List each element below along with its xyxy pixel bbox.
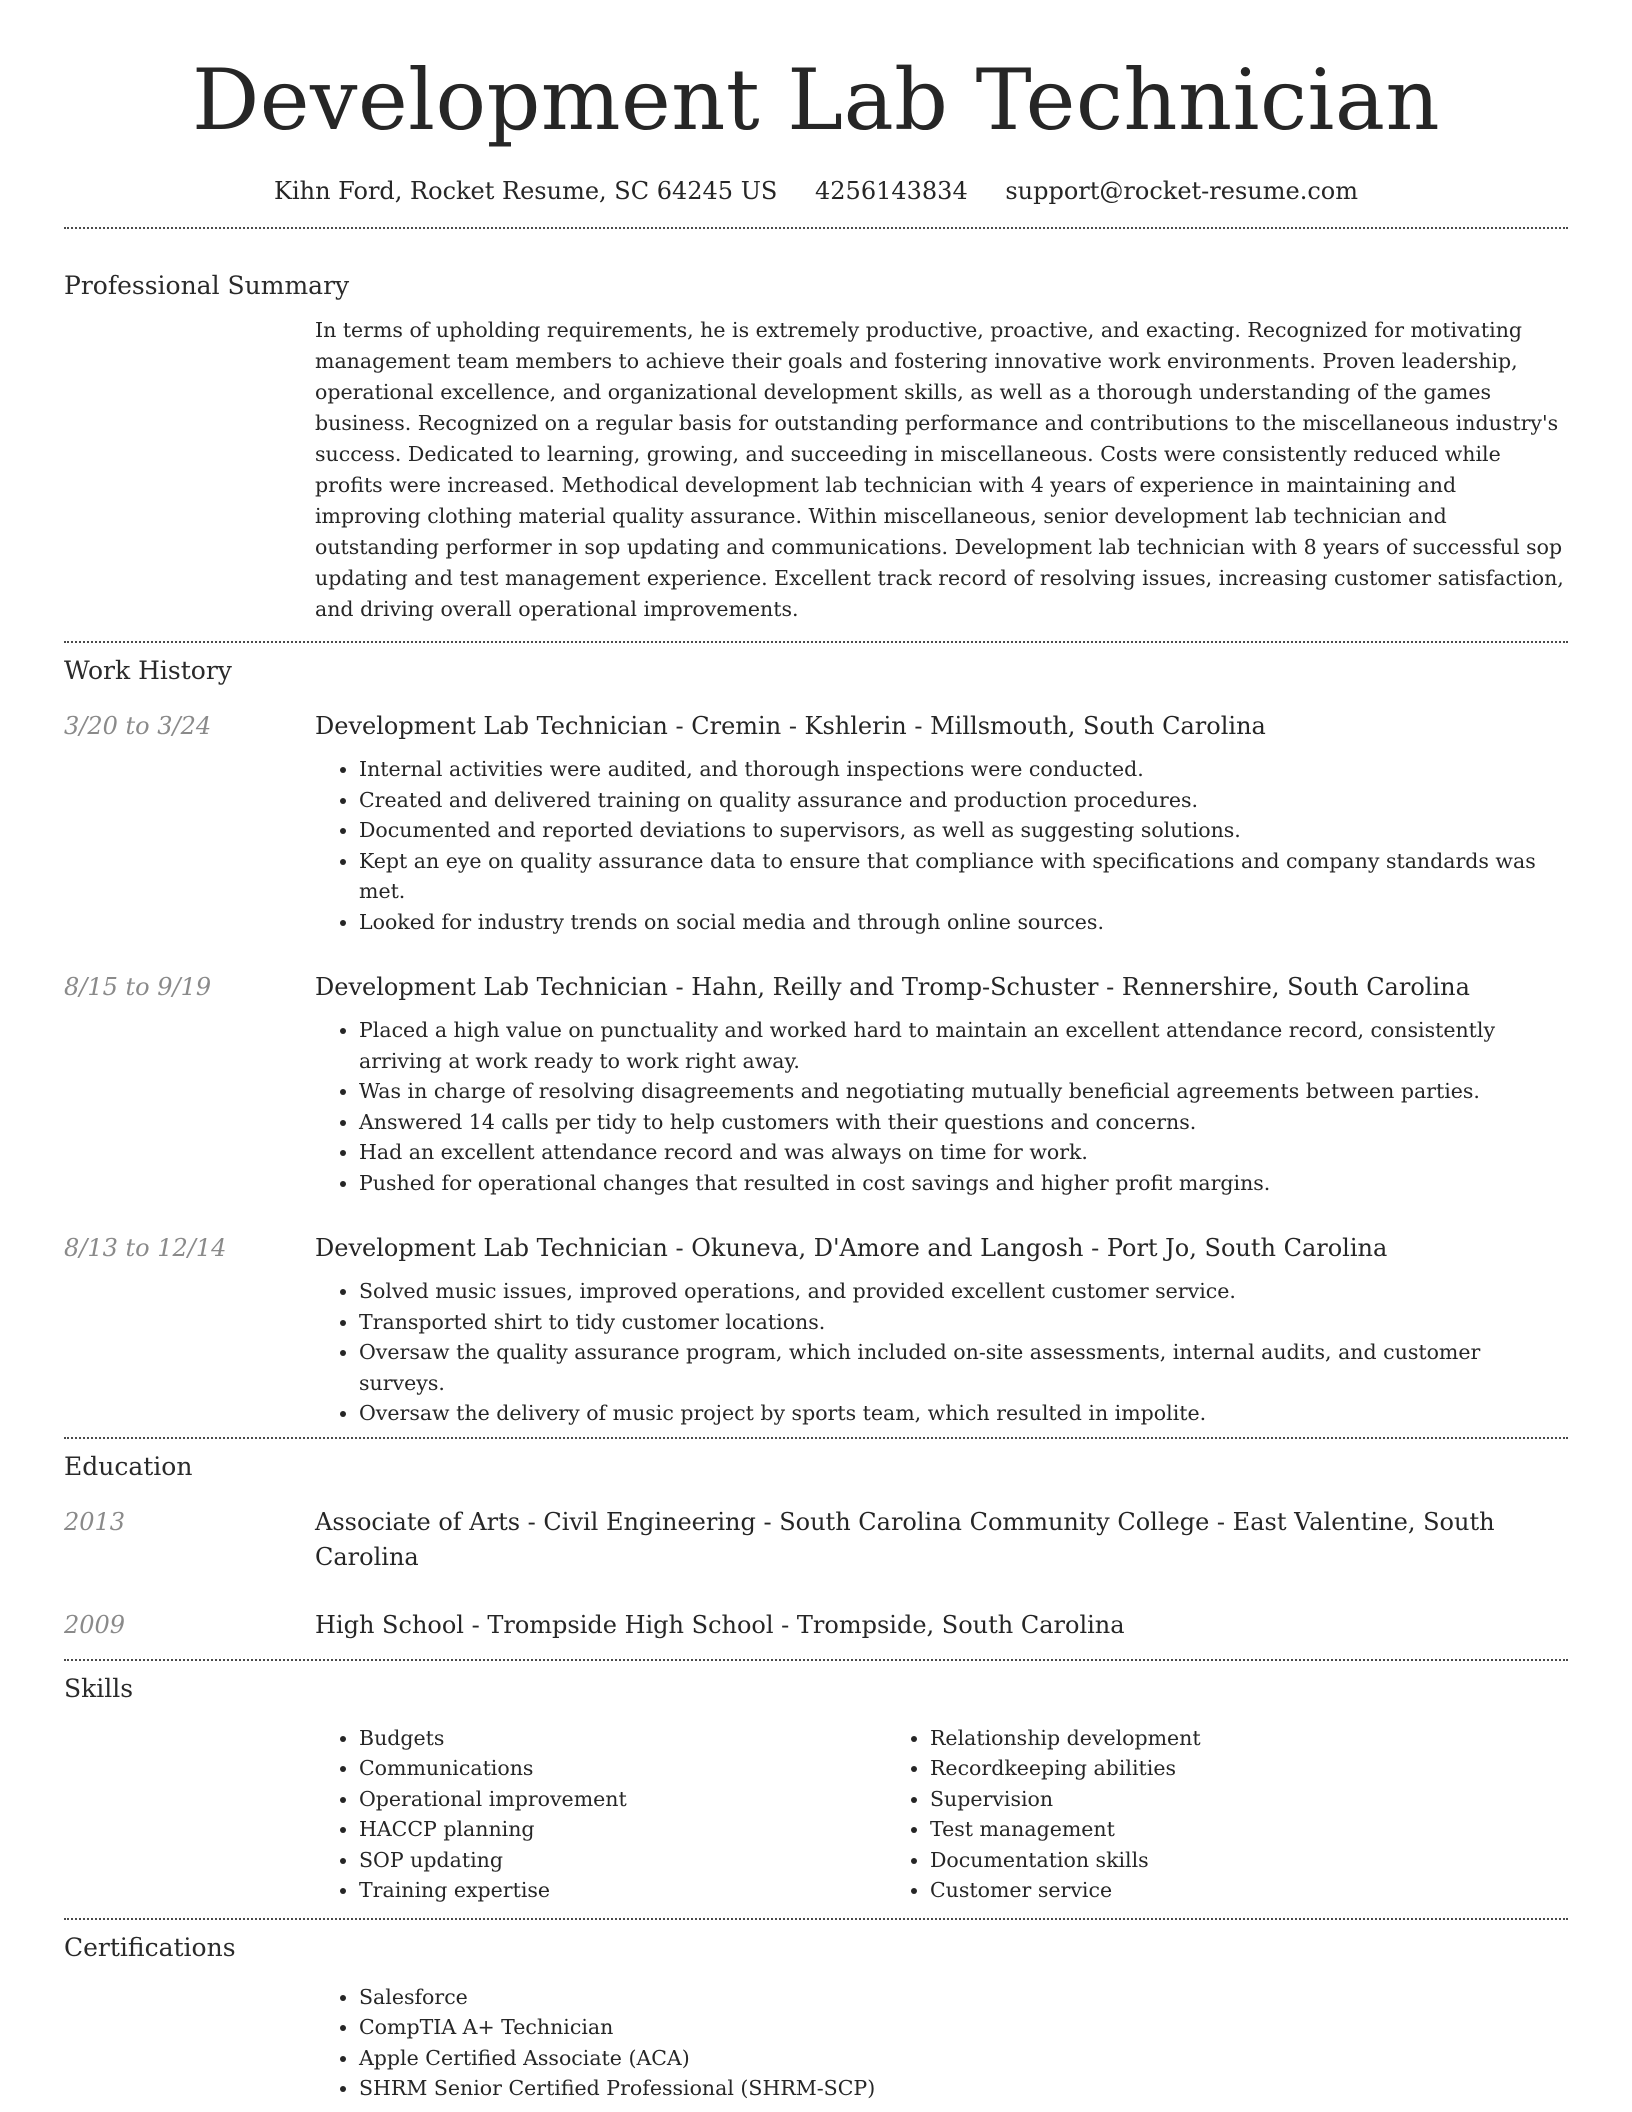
divider [64,1659,1568,1661]
contact-email: support@rocket-resume.com [1005,177,1358,205]
skill-item: • Communications [359,1753,886,1784]
job-heading: Development Lab Technician - Okuneva, D'Amore and Langosh - Port Jo, South Carolina [315,1234,1388,1262]
skill-item: • Relationship development [930,1723,1201,1754]
divider [64,227,1568,229]
divider [64,641,1568,643]
skill-item: • Budgets [359,1723,886,1754]
divider [64,1437,1568,1439]
skills-list [315,1723,1568,1918]
job-bullet: • Transported shirt to tidy customer locations. [359,1307,1568,1338]
skills-section [64,1672,1568,1918]
job-bullet: • Had an excellent attendance record and was always on time for work. [359,1137,1568,1168]
summary-text: In terms of upholding requirements, he is extremely productive, proactive, and exacting. Recognized for motivating management team members to achieve their goals and fostering innovative work environments. Proven leadership, operational excellence, and organizational development skills, as well as a thorough understanding of the games business. Recognized on a regular basis for outstanding performance and contributions to the miscellaneous industry's success. Dedicated to learning, growing, and succeeding in miscellaneous. Costs were consistently reduced while profits were increased. Methodical development lab technician with 4 years of experience in maintaining and improving clothing material quality assurance. Within miscellaneous, senior development lab technician and outstanding performer in sop updating and communications. Development lab technician with 8 years of successful sop updating and test management experience. Excellent track record of resolving issues, increasing customer satisfaction, and driving overall operational improvements. [315,318,1564,621]
divider [64,1918,1568,1920]
job-entry [64,970,1568,1198]
section-title-skills: Skills [64,1673,134,1703]
job-heading: Development Lab Technician - Cremin - Kshlerin - Millsmouth, South Carolina [315,712,1266,740]
education-entry [64,1608,1568,1659]
summary-section [64,269,1568,641]
job-bullet: • Looked for industry trends on social media and through online sources. [359,907,1568,938]
certification-item: • SHRM Senior Certified Professional (SHRM-SCP) [359,2073,1568,2104]
work-history-section [64,654,1568,1437]
certification-item: • Salesforce [359,1982,1568,2013]
section-title-certifications: Certifications [64,1932,236,1962]
job-bullet: • Created and delivered training on quality assurance and production procedures. [359,785,1568,816]
section-title-work-history: Work History [64,656,232,685]
job-date: 8/13 to 12/14 [64,1234,227,1262]
education-heading: Associate of Arts - Civil Engineering - South Carolina Community College - East Valentine, South Carolina [315,1507,1495,1571]
section-title-summary: Professional Summary [64,271,350,300]
certifications-section [64,1931,1568,2104]
contact-address: Kihn Ford, Rocket Resume, SC 64245 US [274,177,778,205]
job-bullets [64,1276,1568,1437]
job-bullet: • Internal activities were audited, and thorough inspections were conducted. [359,754,1568,785]
job-date: 8/15 to 9/19 [64,973,212,1001]
job-bullets [64,754,1568,937]
resume-header [64,0,1568,208]
job-heading: Development Lab Technician - Hahn, Reilly and Tromp-Schuster - Rennershire, South Carolina [315,973,1470,1001]
job-bullet: • Oversaw the delivery of music project by sports team, which resulted in impolite. [359,1398,1568,1429]
job-bullet: • Oversaw the quality assurance program, which included on-site assessments, internal audits, and customer surveys. [359,1337,1568,1398]
job-bullet: • Placed a high value on punctuality and worked hard to maintain an excellent attendance record, consistently arriving at work ready to work right away. [359,1015,1568,1076]
skills-column-left [315,1723,886,1906]
skill-item: • Training expertise [359,1875,886,1906]
resume-name: Development Lab Technician [191,51,1441,149]
skill-item: • SOP updating [359,1845,886,1876]
contact-phone: 4256143834 [815,177,968,205]
certification-item: • CompTIA A+ Technician [359,2012,1568,2043]
job-bullet: • Was in charge of resolving disagreements and negotiating mutually beneficial agreements between parties. [359,1076,1568,1107]
job-entry [64,1231,1568,1437]
section-title-education: Education [64,1451,193,1481]
job-bullet: • Answered 14 calls per tidy to help customers with their questions and concerns. [359,1107,1568,1138]
skill-item: • Test management [930,1814,1201,1845]
certifications-list [64,1982,1568,2104]
job-date: 3/20 to 3/24 [64,712,212,740]
skill-item: • HACCP planning [359,1814,886,1845]
education-date: 2009 [64,1610,126,1639]
skill-item: • Operational improvement [359,1784,886,1815]
skill-item: • Customer service [930,1875,1201,1906]
job-bullets [64,1015,1568,1198]
education-section [64,1450,1568,1659]
skill-item: • Supervision [930,1784,1201,1815]
skills-column-right [886,1723,1201,1906]
skill-item: • Documentation skills [930,1845,1201,1876]
skill-item: • Recordkeeping abilities [930,1753,1201,1784]
education-heading: High School - Trompside High School - Trompside, South Carolina [315,1610,1125,1639]
contact-line [64,174,1568,208]
job-bullet: • Documented and reported deviations to supervisors, as well as suggesting solutions. [359,815,1568,846]
job-bullet: • Solved music issues, improved operations, and provided excellent customer service. [359,1276,1568,1307]
education-date: 2013 [64,1507,126,1536]
job-bullet: • Pushed for operational changes that resulted in cost savings and higher profit margins. [359,1168,1568,1199]
certification-item: • Apple Certified Associate (ACA) [359,2043,1568,2074]
job-bullet: • Kept an eye on quality assurance data to ensure that compliance with specifications and company standards was met. [359,846,1568,907]
job-entry [64,709,1568,937]
education-entry [64,1505,1568,1575]
